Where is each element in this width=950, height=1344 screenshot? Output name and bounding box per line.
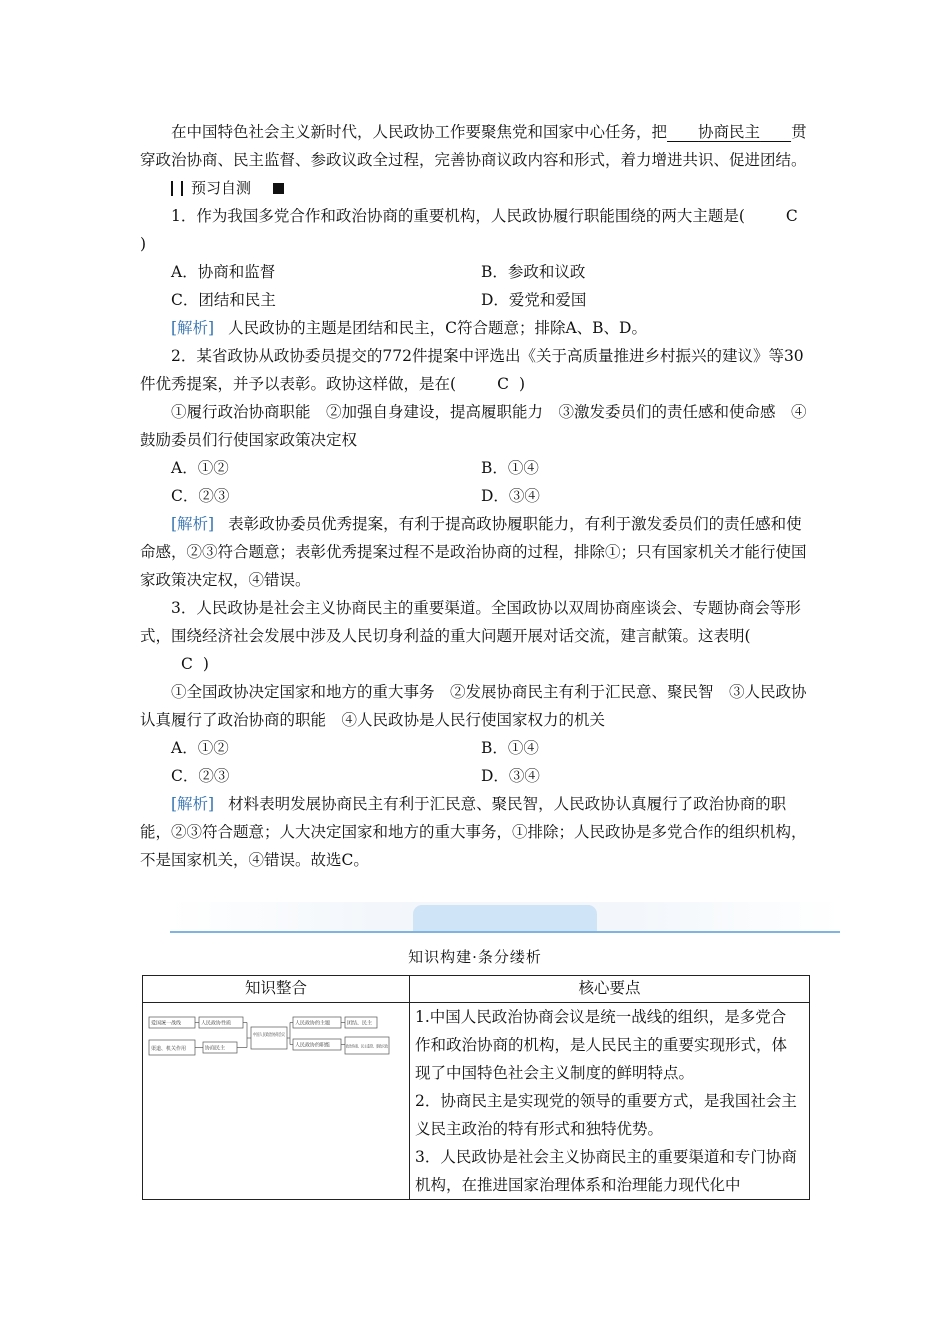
option: C．②③ (171, 487, 230, 505)
option: A．①② (171, 739, 229, 757)
banner-tab (413, 905, 597, 932)
option: D．③④ (481, 487, 540, 505)
knowledge-diagram (147, 1009, 405, 1083)
question-1 (140, 202, 812, 342)
question-stem: 1．作为我国多党合作和政治协商的重要机构，人民政协履行职能围绕的两大主题是( C) (140, 202, 812, 258)
analysis-tag: [解析] (171, 319, 215, 337)
option: B．参政和议政 (481, 263, 586, 281)
options (171, 734, 812, 790)
fill-blank: 协商民主 (698, 123, 761, 141)
intro-text: 在中国特色社会主义新时代，人民政协工作要聚焦党和国家中心任务，把 (171, 123, 668, 141)
column-header: 知识整合 (143, 976, 410, 1003)
question-2 (140, 342, 812, 594)
square-icon (273, 183, 284, 194)
option: D．③④ (481, 767, 540, 785)
analysis-tag: [解析] (171, 515, 215, 533)
answer: C (785, 207, 798, 225)
question-stem: 2．某省政协从政协委员提交的772件提案中评选出《关于高质量推进乡村振兴的建议》等30件优秀提案，并予以表彰。政协这样做，是在( C ) (140, 342, 812, 398)
intro-paragraph (140, 118, 812, 174)
knowledge-diagram-cell (143, 1003, 410, 1200)
question-stem: 3．人民政协是社会主义协商民主的重要渠道。全国政协以双周协商座谈会、专题协商会等形式，围绕经济社会发展中涉及人民切身利益的重大问题开展对话交流，建言献策。这表明(C ) (140, 594, 812, 678)
core-point: 2．协商民主是实现党的领导的重要方式，是我国社会主义民主政治的特有形式和独特优势。 (415, 1092, 797, 1138)
bar-icon (171, 181, 173, 196)
diagram-label: 团结、民主 (347, 1020, 373, 1027)
option: B．①④ (481, 739, 539, 757)
diagram-label: 人民政协性质 (201, 1020, 232, 1027)
statements: ①履行政治协商职能 ②加强自身建设，提高履职能力 ③激发委员们的责任感和使命感 ④鼓励委员们行使国家政策决定权 (140, 403, 807, 449)
document-body (140, 118, 812, 874)
section-banner (170, 902, 840, 934)
core-point: 3．人民政协是社会主义协商民主的重要渠道和专门协商机构，在推进国家治理体系和治理能力现代化中 (415, 1148, 797, 1194)
diagram-label: 政治协商、民主监督、参政议政 (346, 1043, 405, 1049)
options (171, 258, 812, 314)
analysis: [解析] 人民政协的主题是团结和民主，C符合题意；排除A、B、D。 (171, 319, 647, 337)
core-points (410, 1003, 810, 1200)
knowledge-title: 知识构建·条分缕析 (408, 948, 542, 966)
question-3 (140, 594, 812, 874)
option: B．①④ (481, 459, 539, 477)
option: A．①② (171, 459, 229, 477)
option: C．②③ (171, 767, 230, 785)
option: A．协商和监督 (171, 263, 276, 281)
answer: C (497, 375, 509, 393)
diagram-label: 爱国统一战线 (151, 1020, 182, 1027)
diagram-label: 协商民主 (205, 1045, 226, 1052)
knowledge-table (142, 975, 810, 1200)
divider (170, 931, 840, 933)
option: D．爱党和爱国 (481, 291, 587, 309)
options (171, 454, 812, 510)
bar-icon (181, 181, 183, 196)
diagram-node (251, 1027, 299, 1049)
analysis: [解析] 表彰政协委员优秀提案，有利于提高政协履职能力，有利于激发委员们的责任感和使命感，②③符合题意；表彰优秀提案过程不是政治协商的过程，排除①；只有国家机关才能行使国家政策决定权，④错误。 (140, 515, 807, 589)
diagram-label: 渠道、机关作用 (151, 1046, 187, 1052)
diagram-label: 人民政协的主题 (295, 1020, 331, 1027)
diagram-label: 中国人民政治协商会议 (253, 1033, 299, 1038)
column-header: 核心要点 (410, 976, 810, 1003)
answer: C (181, 655, 193, 673)
core-point: 1.中国人民政治协商会议是统一战线的组织，是多党合作和政治协商的机构，是人民民主的重要实现形式，体现了中国特色社会主义制度的鲜明特点。 (415, 1008, 788, 1082)
intro-text-end: 贯穿政治协商、民主监督、参政议政全过程，完善协商议政内容和形式，着力增进共识、促进团结。 (140, 123, 807, 169)
analysis: [解析] 材料表明发展协商民主有利于汇民意、聚民智，人民政协认真履行了政治协商的职能，②③符合题意；人大决定国家和地方的重大事务，①排除；人民政协是多党合作的组织机构，不是国家机关，④错误。故选C。 (140, 795, 807, 869)
statements: ①全国政协决定国家和地方的重大事务 ②发展协商民主有利于汇民意、聚民智 ③人民政协认真履行了政治协商的职能 ④人民政协是人民行使国家权力的机关 (140, 683, 807, 729)
analysis-tag: [解析] (171, 795, 215, 813)
option: C．团结和民主 (171, 291, 276, 309)
section-heading: 预习自测 (171, 174, 812, 202)
diagram-label: 人民政协的职能 (295, 1042, 331, 1049)
